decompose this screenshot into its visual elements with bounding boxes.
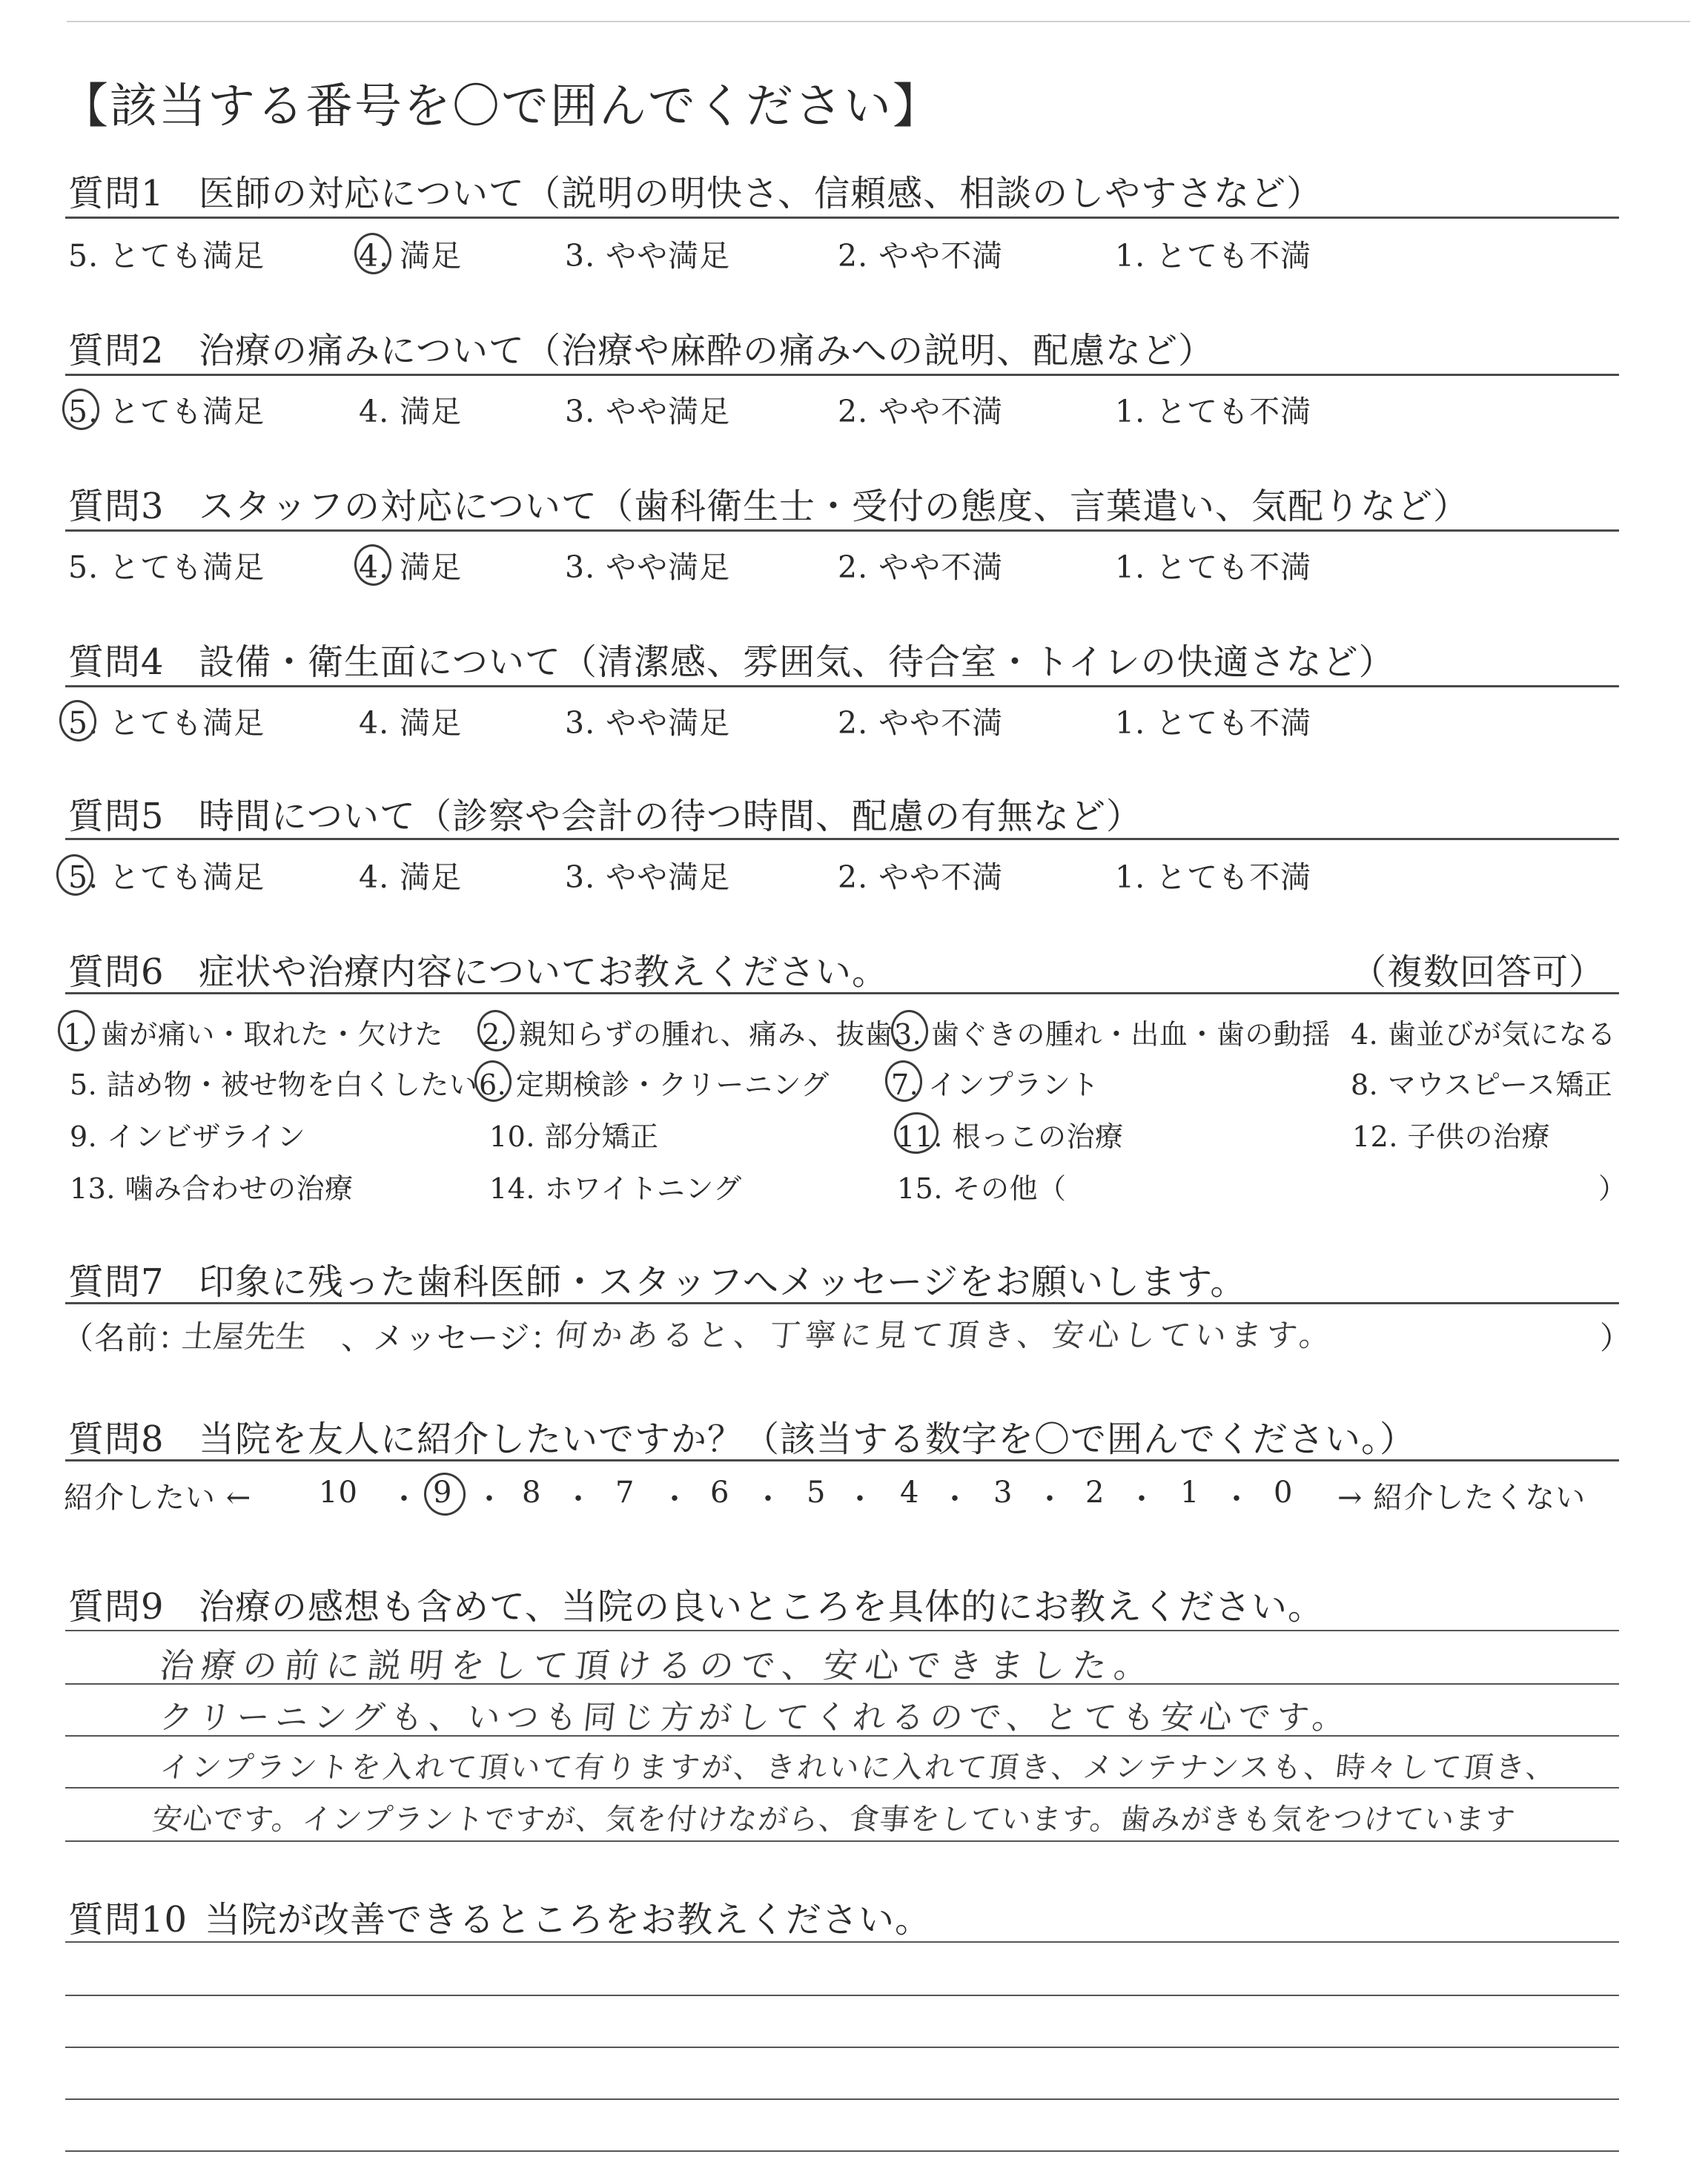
scale-0[interactable]: 0 <box>1274 1476 1294 1510</box>
scale-2[interactable]: 2 <box>1085 1476 1105 1510</box>
question-text: 治療の感想も含めて、当院の良いところを具体的にお教えください。 <box>199 1586 1325 1628</box>
question-text: スタッフの対応について（歯科衛生士・受付の態度、言葉遣い、気配りなど） <box>199 486 1470 527</box>
message-label: 、メッセージ： <box>341 1320 563 1356</box>
scale-dot: ・ <box>845 1482 875 1516</box>
scale-dot: ・ <box>1035 1482 1065 1516</box>
divider <box>65 529 1619 532</box>
symptom-option-5[interactable]: 5. 詰め物・被せ物を白くしたい <box>70 1069 478 1101</box>
option-3[interactable]: 3. やや満足 <box>565 238 731 274</box>
question-text: 当院を友人に紹介したいですか？（該当する数字を〇で囲んでください。） <box>199 1418 1417 1460</box>
answer-line <box>65 1941 1619 1943</box>
scale-6[interactable]: 6 <box>710 1476 730 1510</box>
option-2[interactable]: 2. やや不満 <box>838 549 1004 585</box>
q9-answer-line-3: インプラントを入れて頂いて有りますが、きれいに入れて頂き、メンテナンスも、時々して頂き、 <box>158 1751 1560 1785</box>
scale-4[interactable]: 4 <box>900 1476 920 1510</box>
symptom-option-12[interactable]: 12. 子供の治療 <box>1352 1120 1551 1153</box>
question-number: 質問5 <box>68 796 165 837</box>
scale-dot: ・ <box>563 1482 594 1516</box>
multiple-answer-note: （複数回答可） <box>1351 951 1606 993</box>
divider <box>65 992 1619 994</box>
question-text: 医師の対応について（説明の明快さ、信頼感、相談のしやすさなど） <box>199 173 1323 214</box>
question-3-title <box>68 478 1469 529</box>
divider <box>65 1459 1619 1462</box>
question-9-title <box>68 1578 1324 1629</box>
scale-1[interactable]: 1 <box>1180 1476 1200 1510</box>
scale-5[interactable]: 5 <box>807 1476 827 1510</box>
symptom-option-15[interactable]: 15. その他（ <box>897 1172 1067 1205</box>
option-3[interactable]: 3. やや満足 <box>565 859 731 895</box>
option-1[interactable]: 1. とても不満 <box>1115 705 1312 741</box>
question-number: 質問6 <box>68 951 165 993</box>
question-text: 設備・衛生面について（清潔感、雰囲気、待合室・トイレの快適さなど） <box>199 641 1395 683</box>
answer-line <box>65 1995 1619 1996</box>
symptom-option-4[interactable]: 4. 歯並びが気になる <box>1351 1018 1616 1051</box>
symptom-option-14[interactable]: 14. ホワイトニング <box>489 1172 742 1205</box>
option-1[interactable]: 1. とても不満 <box>1115 238 1312 274</box>
question-text: 当院が改善できるところをお教えください。 <box>205 1899 932 1941</box>
question-2-title <box>68 322 1214 373</box>
option-5[interactable]: 5. とても満足 <box>68 705 265 741</box>
option-2[interactable]: 2. やや不満 <box>838 859 1004 895</box>
option-2[interactable]: 2. やや不満 <box>838 394 1004 429</box>
symptom-option-11[interactable]: 11. 根っこの治療 <box>897 1120 1124 1153</box>
question-6-title <box>68 943 888 994</box>
answer-line <box>65 2047 1619 2048</box>
question-number: 質問8 <box>68 1418 165 1460</box>
option-5[interactable]: 5. とても満足 <box>68 549 265 585</box>
option-1[interactable]: 1. とても不満 <box>1115 394 1312 429</box>
symptom-option-2[interactable]: 2. 親知らずの腫れ、痛み、抜歯 <box>482 1018 893 1051</box>
recommend-left-label: 紹介したい ← <box>64 1481 252 1515</box>
scale-dot: ・ <box>1127 1482 1157 1516</box>
scale-9[interactable]: 9 <box>433 1476 453 1510</box>
message-handwritten: 何かあると、丁寧に見て頂き、安心しています。 <box>554 1317 1337 1353</box>
question-5-title <box>68 787 1142 839</box>
divider <box>65 374 1619 376</box>
scale-3[interactable]: 3 <box>993 1476 1013 1510</box>
option-3[interactable]: 3. やや満足 <box>565 549 731 585</box>
option-1[interactable]: 1. とても不満 <box>1115 549 1312 585</box>
option-5[interactable]: 5. とても満足 <box>68 859 265 895</box>
scale-dot: ・ <box>753 1482 784 1516</box>
symptom-option-3[interactable]: 3. 歯ぐきの腫れ・出血・歯の動揺 <box>894 1018 1331 1051</box>
other-close-paren: ） <box>1598 1172 1627 1205</box>
option-3[interactable]: 3. やや満足 <box>565 394 731 429</box>
message-close-paren: ） <box>1600 1320 1632 1356</box>
scale-dot: ・ <box>474 1482 505 1516</box>
question-number: 質問3 <box>68 486 165 527</box>
scale-8[interactable]: 8 <box>522 1476 542 1510</box>
q9-answer-line-1: 治療の前に説明をして頂けるので、安心できました。 <box>157 1645 1158 1685</box>
question-8-title <box>68 1410 1416 1462</box>
question-number: 質問7 <box>68 1261 165 1303</box>
answer-line <box>65 1840 1619 1842</box>
symptom-option-13[interactable]: 13. 噛み合わせの治療 <box>70 1172 354 1205</box>
answer-line <box>65 2150 1619 2152</box>
question-7-title <box>68 1253 1246 1304</box>
scale-dot: ・ <box>389 1482 420 1516</box>
answer-line <box>65 1630 1619 1631</box>
scale-7[interactable]: 7 <box>615 1476 635 1510</box>
divider <box>65 685 1619 687</box>
question-number: 質問2 <box>68 330 165 371</box>
symptom-option-8[interactable]: 8. マウスピース矯正 <box>1351 1069 1613 1101</box>
question-number: 質問4 <box>68 641 165 683</box>
divider <box>65 217 1619 219</box>
scale-10[interactable]: 10 <box>319 1476 358 1510</box>
scale-dot: ・ <box>940 1482 970 1516</box>
option-3[interactable]: 3. やや満足 <box>565 705 731 741</box>
symptom-option-10[interactable]: 10. 部分矯正 <box>489 1120 659 1153</box>
answer-circle-mark <box>421 1470 469 1518</box>
symptom-option-9[interactable]: 9. インビザライン <box>70 1120 306 1153</box>
question-text: 時間について（診察や会計の待つ時間、配慮の有無など） <box>199 796 1143 837</box>
name-handwritten: 土屋先生 <box>180 1318 309 1355</box>
question-number: 質問9 <box>68 1586 165 1628</box>
option-4[interactable]: 4. 満足 <box>359 549 463 585</box>
top-divider <box>67 21 1690 22</box>
question-text: 治療の痛みについて（治療や麻酔の痛みへの説明、配慮など） <box>199 330 1215 371</box>
option-2[interactable]: 2. やや不満 <box>838 705 1004 741</box>
scale-dot: ・ <box>660 1482 690 1516</box>
symptom-option-1[interactable]: 1. 歯が痛い・取れた・欠けた <box>64 1018 443 1051</box>
option-4[interactable]: 4. 満足 <box>359 859 463 895</box>
question-text: 症状や治療内容についてお教えください。 <box>199 951 889 993</box>
option-2[interactable]: 2. やや不満 <box>838 238 1004 274</box>
question-10-title <box>68 1891 931 1942</box>
q9-answer-line-4: 安心です。インプラントですが、気を付けながら、食事をしています。歯みがきも気をつけています <box>150 1803 1517 1837</box>
scale-dot: ・ <box>1222 1482 1252 1516</box>
option-4[interactable]: 4. 満足 <box>359 705 463 741</box>
question-number: 質問10 <box>68 1899 188 1941</box>
symptom-option-7[interactable]: 7. インプラント <box>891 1069 1099 1101</box>
answer-line <box>65 2098 1619 2100</box>
option-5[interactable]: 5. とても満足 <box>68 394 265 429</box>
divider <box>65 1302 1619 1304</box>
q9-answer-line-2: クリーニングも、いつも同じ方がしてくれるので、とても安心です。 <box>157 1699 1353 1737</box>
question-4-title <box>68 633 1395 684</box>
divider <box>65 838 1619 840</box>
recommend-right-label: → 紹介したくない <box>1337 1481 1586 1515</box>
option-5[interactable]: 5. とても満足 <box>68 238 265 274</box>
question-1-title <box>68 165 1323 216</box>
name-label: （名前： <box>62 1320 191 1356</box>
answer-line <box>65 1787 1619 1789</box>
question-number: 質問1 <box>68 173 165 214</box>
question-text: 印象に残った歯科医師・スタッフへメッセージをお願いします。 <box>199 1261 1247 1303</box>
option-4[interactable]: 4. 満足 <box>359 238 463 274</box>
instruction-header: 【該当する番号を〇で囲んでください】 <box>61 79 941 134</box>
option-1[interactable]: 1. とても不満 <box>1115 859 1312 895</box>
symptom-option-6[interactable]: 6. 定期検診・クリーニング <box>479 1069 830 1101</box>
option-4[interactable]: 4. 満足 <box>359 394 463 429</box>
